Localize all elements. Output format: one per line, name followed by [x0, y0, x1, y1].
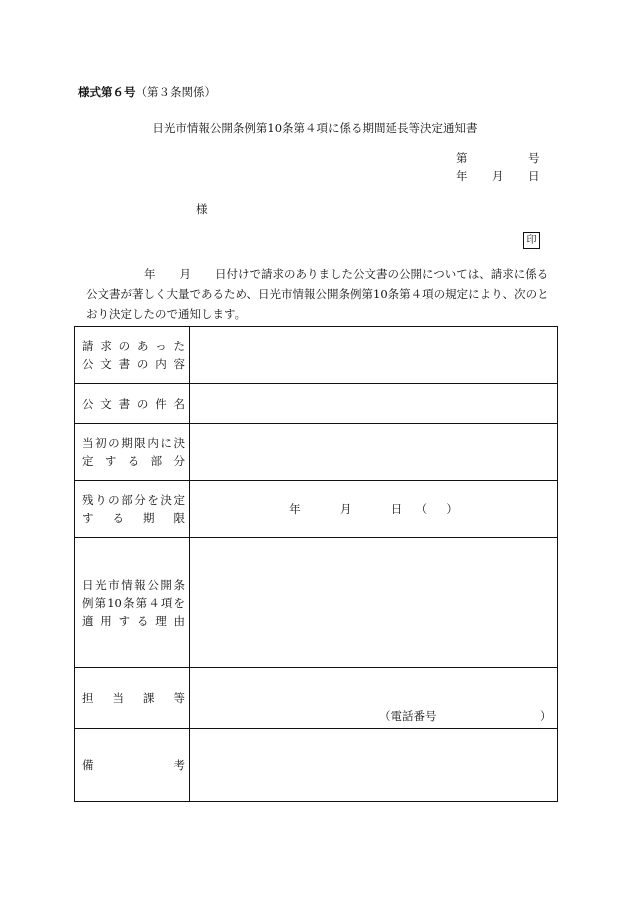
form-number-bold: 様式第６号 [78, 85, 136, 99]
label-reason: 日光市情報公開条 例第10条第４項を 適用する理由 [75, 538, 190, 668]
row-remaining-deadline [75, 481, 558, 538]
deadline-month: 月 [339, 502, 352, 516]
form-number-relation: （第３条関係） [135, 85, 216, 99]
row-reason [75, 538, 558, 668]
number-dai: 第 [456, 151, 468, 165]
body-text: 日付けで請求のありました公文書の公開については、請求に係る公文書が著しく大量であるため、日光市情報公開条例第10条第４項の規定により、次のとおり決定したので通知します。 [86, 267, 549, 321]
value-remaining-deadline[interactable] [190, 481, 558, 538]
value-document-name[interactable] [190, 384, 558, 424]
document-title: 日光市情報公開条例第10条第４項に係る期間延長等決定通知書 [152, 121, 478, 135]
deadline-day: 日 [390, 502, 403, 516]
notice-body [86, 264, 556, 324]
addressee-suffix: 様 [196, 202, 208, 216]
value-requested-content[interactable] [190, 327, 558, 384]
body-month: 月 [179, 267, 191, 281]
row-department [75, 668, 558, 729]
value-initial-decision[interactable] [190, 424, 558, 481]
body-year: 年 [144, 267, 156, 281]
deadline-paren-open: （ [415, 502, 428, 516]
value-remarks[interactable] [190, 729, 558, 802]
label-remarks: 備考 [75, 729, 190, 802]
label-requested-content: 請求のあった 公文書の内容 [75, 327, 190, 384]
label-document-name: 公文書の件名 [75, 384, 190, 424]
form-number [78, 84, 216, 100]
phone-label: （電話番号 [379, 709, 437, 723]
value-department[interactable] [190, 668, 558, 729]
deadline-year: 年 [289, 502, 301, 516]
row-requested-content [75, 327, 558, 384]
label-initial-decision: 当初の期限内に決 定する部分 [75, 424, 190, 481]
row-document-name [75, 384, 558, 424]
row-remarks [75, 729, 558, 802]
value-reason[interactable] [190, 538, 558, 668]
label-remaining-deadline: 残りの部分を決定 する期限 [75, 481, 190, 538]
number-go: 号 [528, 151, 540, 165]
label-department: 担当課等 [75, 668, 190, 729]
date-day: 日 [528, 169, 540, 183]
seal-mark: 印 [523, 232, 540, 249]
details-table [74, 326, 558, 802]
date-month: 月 [492, 169, 504, 183]
phone-close: ） [540, 709, 552, 723]
row-initial-decision [75, 424, 558, 481]
deadline-paren-close: ） [446, 502, 458, 516]
date-year: 年 [456, 169, 468, 183]
